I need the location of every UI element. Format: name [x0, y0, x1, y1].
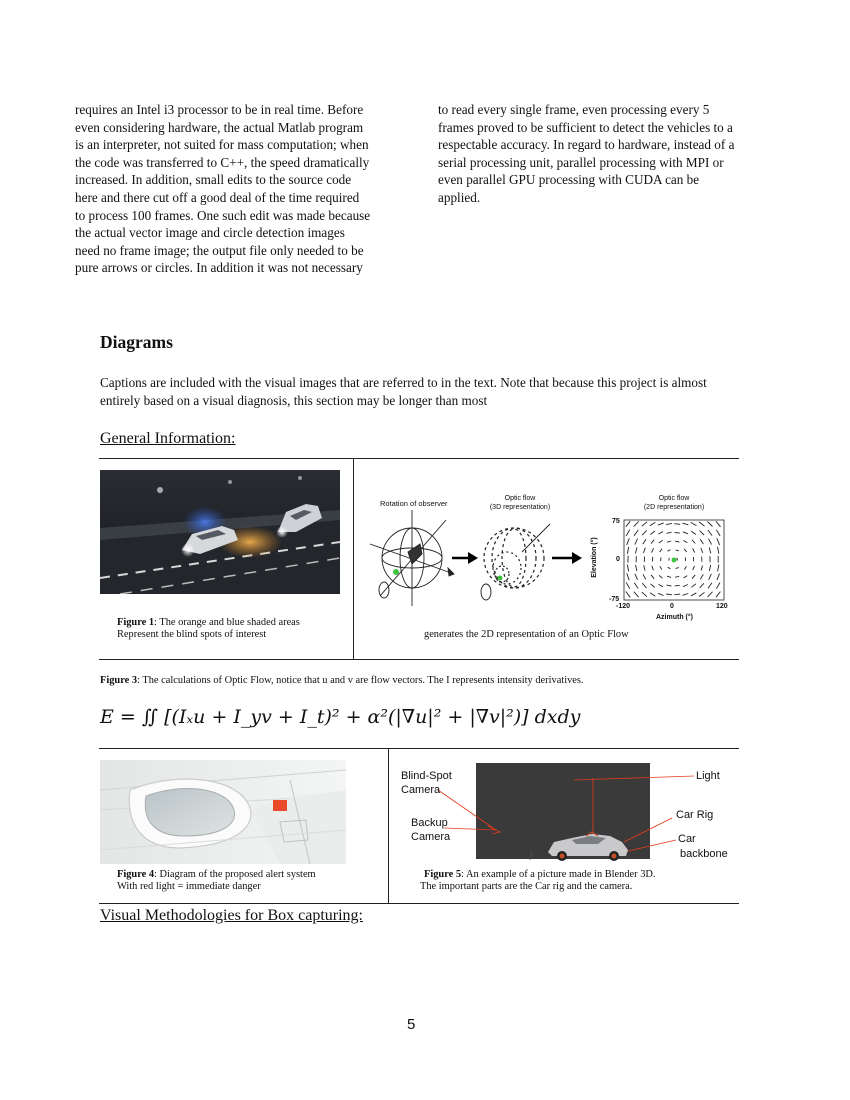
- flow-vector: [667, 576, 671, 577]
- optic-flow-equation: E = ∬ [(Iₓu + I_yv + I_t)² + α²(|∇u|² + |∇v|²)] dxdy: [100, 706, 581, 728]
- figure2-diagram: [362, 492, 742, 632]
- flow-vector: [676, 550, 679, 551]
- flow-vector: [668, 567, 671, 569]
- text-line: even considering hardware, the actual Matlab program: [75, 119, 364, 135]
- car-model: [548, 832, 628, 861]
- flow-vector: [716, 592, 720, 598]
- flow-vector: [709, 565, 710, 571]
- label-backup-line1: Backup: [411, 817, 448, 829]
- flow-vector: [651, 575, 654, 579]
- flow-vector: [643, 574, 646, 579]
- flow-vector: [627, 547, 628, 554]
- flow-vector: [693, 548, 695, 552]
- figure3-caption-text: : The calculations of Optic Flow, notice that u and v are flow vectors. The I represents intensity derivatives.: [137, 675, 584, 686]
- label-flow2d-line2: (2D representation): [643, 504, 705, 511]
- body-text-left-column: [75, 101, 395, 277]
- flow-vector: [691, 531, 696, 534]
- flow-vector: [627, 538, 630, 545]
- flow-vector: [627, 565, 628, 572]
- y-tick-top: 75: [612, 518, 620, 525]
- flow-vector: [667, 585, 672, 586]
- flow-vector: [675, 541, 679, 542]
- text-line: need no frame image; the output file only needed to be: [75, 242, 364, 258]
- flow-vector: [709, 547, 711, 553]
- flow-vector: [683, 532, 688, 534]
- text-line: here and there cut off a good deal of the time required: [75, 189, 360, 205]
- flow-vector: [692, 540, 695, 544]
- figure4-caption: [117, 869, 316, 893]
- flow-vector: [626, 521, 630, 527]
- flow-vector: [691, 522, 697, 525]
- flow-vector: [626, 530, 630, 536]
- flow-vector: [627, 573, 629, 580]
- flow-vector: [691, 584, 695, 587]
- flow-vector: [659, 584, 664, 586]
- figure1-caption-line1: : The orange and blue shaded areas: [154, 617, 300, 628]
- flow-vector: [659, 540, 663, 543]
- flow-vector: [674, 524, 680, 525]
- flow-vector: [683, 523, 689, 525]
- flow-vector: [699, 522, 704, 526]
- flow-vector: [675, 576, 679, 577]
- y-tick-mid: 0: [616, 556, 620, 563]
- flow-vector: [652, 566, 654, 570]
- flow-vector: [684, 549, 687, 552]
- flow-vector: [642, 583, 646, 588]
- flow-vector: [717, 574, 720, 581]
- visual-methodologies-heading: Visual Methodologies for Box capturing:: [100, 907, 363, 924]
- flow-sphere-3d: [481, 524, 550, 600]
- label-blind-spot-line2: Camera: [401, 784, 441, 796]
- flow-vector: [650, 584, 654, 588]
- y-tick-bottom: -75: [609, 596, 620, 603]
- flow-vector: [642, 530, 646, 535]
- flow-vector: [658, 593, 664, 595]
- text-line: serial processing unit, parallel processing with MPI or: [438, 154, 724, 170]
- flow-vector: [709, 539, 712, 545]
- figure1-caption: [117, 617, 300, 641]
- flow-vector: [634, 592, 639, 597]
- flow-vector: [683, 594, 689, 596]
- label-flow2d-line1: Optic flow: [658, 495, 690, 502]
- flow-vector: [660, 549, 662, 552]
- page-number: 5: [407, 1016, 416, 1033]
- flow-vector: [717, 538, 720, 545]
- flow-vector: [708, 592, 713, 597]
- flow-vector: [675, 585, 680, 586]
- diagrams-heading: Diagrams: [100, 332, 173, 352]
- observer-sphere: [370, 510, 454, 606]
- figure1-caption-line2: Represent the blind spots of interest: [117, 629, 267, 640]
- flow-vector: [658, 532, 663, 534]
- figure4-label: Figure 4: [117, 869, 155, 880]
- flow-vector: [642, 592, 647, 597]
- x-tick-mid: 0: [670, 603, 674, 610]
- flow-vector: [701, 548, 703, 553]
- y-axis-label: Elevation (°): [590, 537, 598, 578]
- flow-vector: [716, 521, 721, 527]
- flow-vector: [668, 550, 671, 552]
- label-flow3d-line2: (3D representation): [489, 504, 551, 511]
- flow-vector: [691, 593, 697, 596]
- flow-vector: [677, 558, 678, 561]
- flow-vector: [718, 565, 719, 572]
- flow-vector: [660, 566, 662, 569]
- label-car-backbone-line2: backbone: [680, 848, 728, 860]
- text-line: even parallel GPU processing with CUDA can be: [438, 172, 700, 188]
- flow-vector: [634, 521, 639, 526]
- flow-vector: [644, 565, 645, 570]
- table-rule-bottom: [99, 903, 739, 904]
- figure4-caption-line2: With red light = immediate danger: [117, 881, 261, 892]
- flow-vector: [692, 575, 695, 579]
- flow-vector: [684, 576, 688, 578]
- flow-field-2d: [624, 520, 724, 600]
- text-line: entirely based on a visual diagnosis, this section may be longer than most: [100, 392, 488, 408]
- text-line: requires an Intel i3 processor to be in real time. Before: [75, 102, 364, 117]
- flow-vector: [700, 539, 703, 544]
- flow-vector: [693, 566, 695, 570]
- label-blind-spot-line1: Blind-Spot: [401, 770, 452, 782]
- diagrams-intro: [100, 374, 707, 409]
- text-line: pure arrows or circles. In addition it was not necessary: [75, 260, 363, 276]
- flow-vector: [635, 547, 637, 553]
- flow-vector: [708, 530, 712, 536]
- figure5-label: Figure 5: [424, 869, 462, 880]
- figure5-caption-line2: The important parts are the Car rig and the camera.: [420, 881, 633, 892]
- flow-vector: [700, 583, 704, 588]
- flow-vector: [634, 583, 638, 589]
- text-line: is an interpreter, not suited for mass computation; when: [75, 137, 369, 153]
- flow-vector: [644, 548, 646, 553]
- flow-vector: [683, 585, 688, 587]
- text-line: to process 100 frames. One such edit was made because: [75, 207, 371, 223]
- flow-vector: [635, 574, 638, 580]
- flow-vector: [709, 574, 712, 580]
- figure3-caption: [100, 675, 584, 687]
- text-line: Captions are included with the visual images that are referred to in the text. Note that because this project is almost: [100, 375, 707, 390]
- figure5-diagram: [396, 760, 738, 868]
- table-rule-top: [99, 458, 739, 459]
- label-car-backbone-line1: Car: [678, 833, 696, 845]
- flow-vector: [643, 539, 646, 544]
- text-line: to read every single frame, even processing every 5: [438, 102, 710, 117]
- flow-vector: [658, 523, 664, 525]
- flow-vector: [634, 530, 638, 536]
- figure5-caption: [420, 869, 656, 893]
- flow-vector: [626, 583, 630, 589]
- label-light: Light: [696, 770, 720, 782]
- flow-vector: [708, 522, 713, 527]
- flow-vector: [650, 593, 655, 596]
- flow-vector: [650, 522, 656, 525]
- flow-vector: [651, 540, 654, 544]
- flow-vector: [699, 592, 704, 596]
- figure4-caption-line1: : Diagram of the proposed alert system: [154, 869, 316, 880]
- text-line: frames proved to be sufficient to detect the vehicles to a: [438, 119, 733, 135]
- flow-vector: [635, 539, 638, 545]
- flow-vector: [666, 524, 672, 525]
- flow-vector: [650, 531, 655, 535]
- figure5-caption-line1: : An example of a picture made in Blender 3D.: [461, 869, 656, 880]
- flow-vector: [675, 533, 680, 534]
- flow-vector: [642, 522, 647, 526]
- flow-vector: [716, 530, 720, 536]
- flow-vector: [652, 548, 654, 552]
- text-line: applied.: [438, 189, 481, 205]
- label-flow3d-line1: Optic flow: [504, 495, 536, 502]
- flow-vector: [626, 592, 630, 598]
- flow-vector: [667, 541, 671, 542]
- figure2-caption: generates the 2D representation of an Optic Flow: [424, 629, 629, 640]
- flow-vector: [684, 566, 686, 569]
- flow-vector: [708, 583, 712, 589]
- flow-vector: [701, 566, 702, 571]
- flow-vector: [700, 531, 704, 535]
- flow-vector: [674, 594, 680, 595]
- figure4-image: [100, 760, 346, 864]
- figure1-label: Figure 1: [117, 617, 155, 628]
- label-car-rig: Car Rig: [676, 809, 714, 821]
- flow-vector: [667, 532, 672, 533]
- arrow-right-icon: [452, 552, 478, 564]
- body-text-right-column: [438, 101, 758, 207]
- text-line: the code was transferred to C++, the speed dramatically: [75, 154, 370, 170]
- flow-vector: [716, 583, 720, 589]
- text-line: increased. In addition, small edits to the source code: [75, 172, 352, 188]
- flow-vector: [659, 575, 663, 578]
- figure3-label: Figure 3: [100, 675, 138, 686]
- table-divider-row3: [388, 748, 389, 903]
- flow-vector: [636, 565, 637, 571]
- table-rule-equation-bottom: [99, 748, 739, 749]
- flow-vector: [700, 574, 703, 579]
- label-rotation-observer: Rotation of observer: [380, 499, 448, 508]
- text-line: respectable accuracy. In regard to hardware, instead of a: [438, 137, 735, 153]
- table-rule-row1-bottom: [99, 659, 739, 660]
- x-tick-left: -120: [616, 603, 631, 610]
- label-backup-line2: Camera: [411, 831, 451, 843]
- text-line: the actual vector image and circle detection images: [75, 225, 345, 241]
- figure1-image: [100, 470, 340, 594]
- general-information-heading: General Information:: [100, 430, 236, 447]
- table-divider-row1: [353, 458, 354, 659]
- x-axis-label: Azimuth (°): [656, 614, 694, 621]
- x-tick-right: 120: [716, 603, 728, 610]
- flow-vector: [666, 594, 672, 595]
- red-alert-light: [273, 800, 287, 811]
- flow-vector: [718, 547, 719, 554]
- flow-vector: [684, 540, 688, 542]
- flow-vector: [676, 567, 679, 568]
- arrow-right-icon: [552, 552, 582, 564]
